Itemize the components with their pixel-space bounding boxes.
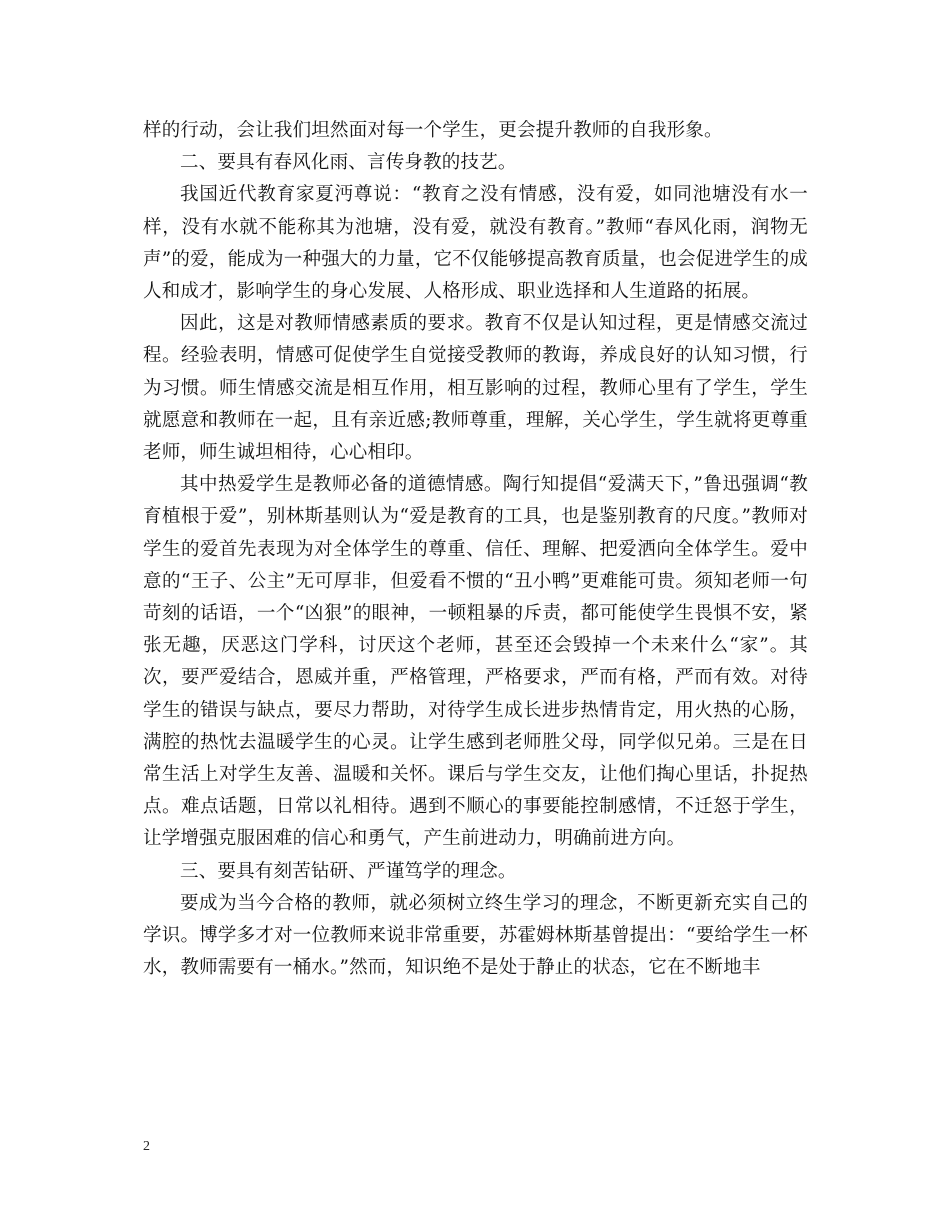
paragraph: 其中热爱学生是教师必备的道德情感。陶行知提倡“爱满天下，”鲁迅强调“教育植根于爱”，别林斯基则认为“爱是教育的工具，也是鉴别教育的尺度。”教师对学生的爱首先表现为对全体学生的尊重、信任、理解、把爱洒向全体学生。爱中意的“王子、公主”无可厚非，但爱看不惯的“丑小鸭”更难能可贵。须知老师一句苛刻的话语，一个“凶狠”的眼神，一顿粗暴的斥责，都可能使学生畏惧不安，紧张无趣，厌恶这门学科，讨厌这个老师，甚至还会毁掉一个未来什么“家”。其次，要严爱结合，恩威并重，严格管理，严格要求，严而有格，严而有效。对待学生的错误与缺点，要尽力帮助，对待学生成长进步热情肯定，用火热的心肠，满腔的热忱去温暖学生的心灵。让学生感到老师胜父母，同学似兄弟。三是在日常生活上对学生友善、温暖和关怀。课后与学生交友，让他们掏心里话，扑捉热点。难点话题，日常以礼相待。遇到不顺心的事要能控制感情，不迁怒于学生，让学增强克服困难的信心和勇气，产生前进动力，明确前进方向。 [143, 474, 808, 850]
paragraph-continuation: 样的行动，会让我们坦然面对每一个学生，更会提升教师的自我形象。 [143, 120, 723, 141]
page-number: 2 [143, 1139, 150, 1154]
paragraph: 我国近代教育家夏沔尊说：“教育之没有情感，没有爱，如同池塘没有水一样，没有水就不能称其为池塘，没有爱，就没有教育。”教师“春风化雨，润物无声”的爱，能成为一种强大的力量，它不仅能够提高教育质量，也会促进学生的成人和成才，影响学生的身心发展、人格形成、职业选择和人生道路的拓展。 [143, 184, 808, 303]
section-heading-2: 二、要具有春风化雨、言传身教的技艺。 [180, 152, 517, 174]
paragraph: 要成为当今合格的教师，就必须树立终生学习的理念，不断更新充实自己的学识。博学多才对一位教师来说非常重要，苏霍姆林斯基曾提出：“要给学生一杯水，教师需要有一桶水。”然而，知识绝不是处于静止的状态，它在不断地丰 [143, 892, 808, 979]
body-text [143, 115, 808, 984]
section-heading-3: 三、要具有刻苦钻研、严谨笃学的理念。 [180, 860, 517, 882]
paragraph: 因此，这是对教师情感素质的要求。教育不仅是认知过程，更是情感交流过程。经验表明，情感可促使学生自觉接受教师的教诲，养成良好的认知习惯，行为习惯。师生情感交流是相互作用，相互影响的过程，教师心里有了学生，学生就愿意和教师在一起，且有亲近感;教师尊重，理解，关心学生，学生就将更尊重老师，师生诚坦相待，心心相印。 [143, 313, 808, 464]
